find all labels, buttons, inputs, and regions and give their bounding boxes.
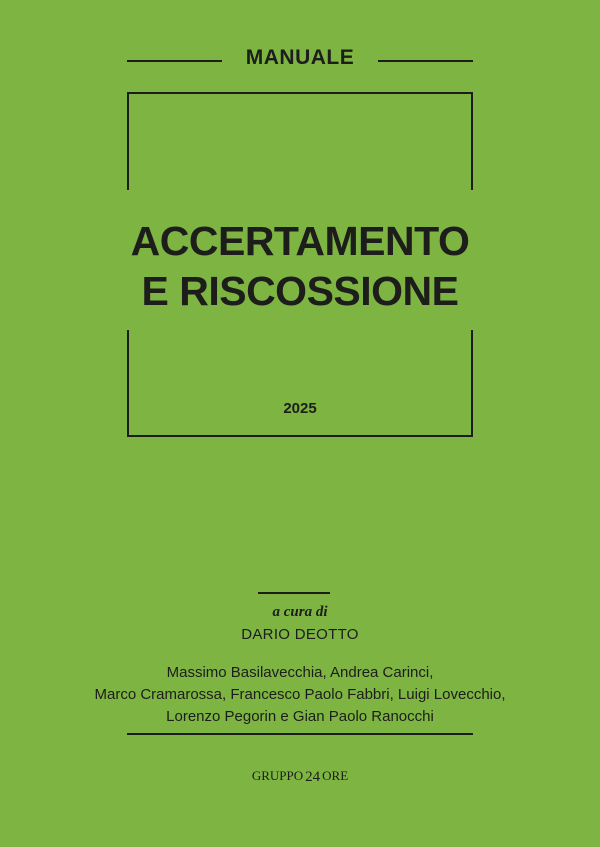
authors-line: Massimo Basilavecchia, Andrea Carinci, [166,664,434,681]
title-line-2: E RISCOSSIONE [141,268,459,314]
authors-line: Lorenzo Pegorin e Gian Paolo Ranocchi [166,708,434,725]
frame-bottom-rule [127,435,473,437]
series-rule-right [378,60,473,62]
publisher-suffix: ORE [322,768,349,783]
series-label: MANUALE [245,46,355,69]
authors-list [30,662,570,728]
credits-rule [258,592,330,594]
title-line-1: ACCERTAMENTO [130,218,470,264]
frame-right-lower [471,330,473,437]
authors-line: Marco Cramarossa, Francesco Paolo Fabbri, Luigi Lovecchio, [94,686,506,703]
frame-left-upper [127,92,129,190]
publisher-number: 24 [305,769,321,785]
editor-name: DARIO DEOTTO [241,626,359,643]
footer-rule [127,733,473,735]
edited-by-label: a cura di [272,604,328,620]
edition-year: 2025 [283,400,317,417]
publisher-logo [200,767,400,786]
series-rule-left [127,60,222,62]
frame-left-lower [127,330,129,437]
frame-right-upper [471,92,473,190]
publisher-prefix: GRUPPO [251,768,304,783]
frame-top-rule [127,92,473,94]
